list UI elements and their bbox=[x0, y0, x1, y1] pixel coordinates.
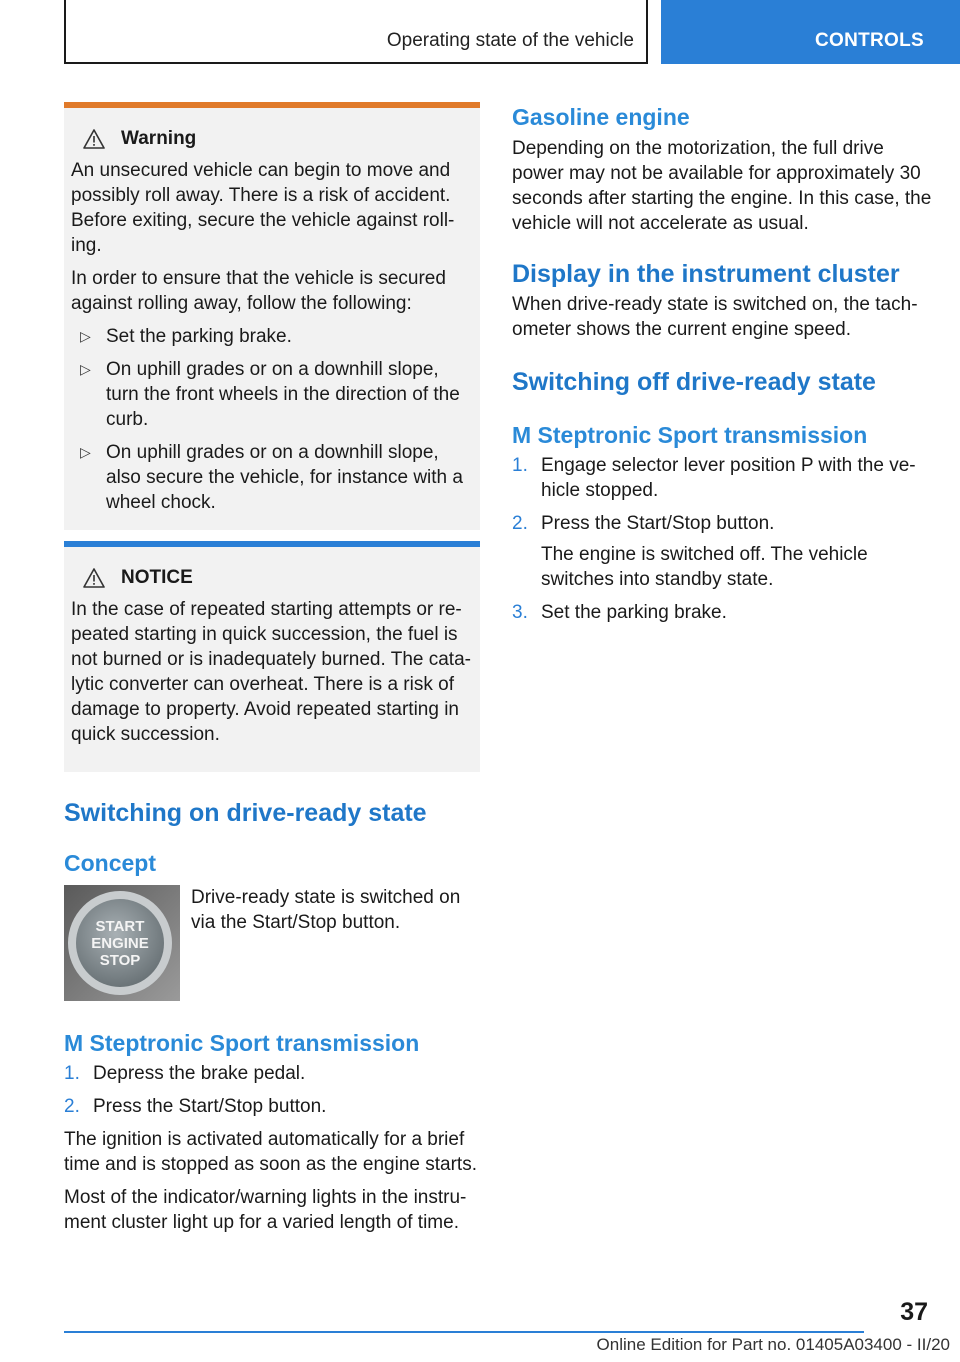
notice-box bbox=[64, 541, 480, 772]
step-text: Engage selector lever position P with the ve-hicle stopped. bbox=[541, 455, 916, 501]
warning-bullet-list bbox=[71, 324, 472, 515]
step-number: 1. bbox=[512, 455, 528, 476]
subsection-heading: M Steptronic Sport transmission bbox=[64, 1030, 420, 1056]
notice-heading-label: NOTICE bbox=[121, 567, 193, 588]
footer-divider bbox=[64, 1331, 864, 1333]
header-section-box bbox=[64, 0, 648, 64]
step-number: 2. bbox=[512, 513, 528, 534]
subsection-heading: Gasoline engine bbox=[512, 104, 690, 130]
button-image-text-start: START bbox=[95, 918, 145, 935]
section-title: Operating state of the vehicle bbox=[386, 30, 634, 51]
list-item bbox=[512, 600, 932, 625]
concept-block bbox=[64, 885, 480, 1005]
step-text: Set the parking brake. bbox=[541, 602, 727, 623]
footer-edition: Online Edition for Part no. 01405A03400 - II/20 bbox=[596, 1335, 950, 1354]
right-column bbox=[512, 102, 932, 633]
body-paragraph: When drive-ready state is switched on, the tach-ometer shows the current engine speed. bbox=[512, 294, 918, 340]
body-paragraph: The ignition is activated automatically for a brief time and is stopped as soon as the engine starts. bbox=[64, 1129, 477, 1175]
warning-heading bbox=[71, 128, 472, 150]
list-item bbox=[64, 1094, 480, 1119]
notice-heading bbox=[71, 567, 472, 589]
warning-paragraph: An unsecured vehicle can begin to move and possibly roll away. There is a risk of accident. Before exiting, secure the vehicle against roll-ing. bbox=[71, 160, 455, 256]
section-heading: Switching off drive-ready state bbox=[512, 368, 876, 396]
step-text: Press the Start/Stop button. bbox=[93, 1096, 327, 1117]
list-item bbox=[64, 1061, 480, 1086]
list-item bbox=[512, 511, 932, 592]
step-number: 1. bbox=[64, 1063, 80, 1084]
warning-heading-label: Warning bbox=[121, 128, 197, 149]
warning-box bbox=[64, 102, 480, 530]
warning-triangle-icon bbox=[83, 568, 105, 588]
body-paragraph: Depending on the motorization, the full drive power may not be available for approximately 30 seconds after starting the engine. In this case, the vehicle will not accelerate as usual. bbox=[512, 138, 932, 234]
notice-text: In the case of repeated starting attempts or re-peated starting in quick succession, the fuel is not burned or is inadequately burned. The cata-lytic converter can overheat. There is a risk of damage to property. Avoid repeated starting in quick succession. bbox=[71, 599, 471, 745]
subsection-heading: M Steptronic Sport transmission bbox=[512, 422, 868, 448]
chapter-tab[interactable] bbox=[661, 0, 960, 64]
subsection-heading: Concept bbox=[64, 850, 156, 876]
warning-paragraph: In order to ensure that the vehicle is secured against rolling away, follow the following: bbox=[71, 268, 446, 314]
step-number: 2. bbox=[64, 1096, 80, 1117]
page-number: 37 bbox=[900, 1298, 928, 1326]
list-item bbox=[71, 440, 472, 515]
step-text: Depress the brake pedal. bbox=[93, 1063, 306, 1084]
button-image-text-engine: ENGINE bbox=[91, 935, 149, 952]
bullet-arrow-icon: ▷ bbox=[80, 361, 91, 377]
section-heading: Display in the instrument cluster bbox=[512, 260, 900, 288]
bullet-text: On uphill grades or on a downhill slope, turn the front wheels in the direction of the curb. bbox=[106, 359, 460, 430]
start-steps-list bbox=[64, 1061, 480, 1119]
list-item bbox=[71, 324, 472, 349]
section-heading: Switching on drive-ready state bbox=[64, 799, 427, 827]
left-column bbox=[64, 797, 480, 1243]
body-paragraph: Most of the indicator/warning lights in the instru-ment cluster light up for a varied length of time. bbox=[64, 1187, 467, 1233]
chapter-tab-label: CONTROLS bbox=[815, 30, 925, 51]
stop-steps-list bbox=[512, 453, 932, 625]
step-text: Press the Start/Stop button. bbox=[541, 513, 775, 534]
start-stop-button-image bbox=[64, 885, 180, 1001]
bullet-text: On uphill grades or on a downhill slope, also secure the vehicle, for instance with a wheel chock. bbox=[106, 442, 463, 513]
list-item bbox=[71, 357, 472, 432]
concept-text: Drive-ready state is switched on via the Start/Stop button. bbox=[191, 887, 461, 933]
warning-triangle-icon bbox=[83, 129, 105, 149]
bullet-text: Set the parking brake. bbox=[106, 326, 292, 347]
bullet-arrow-icon: ▷ bbox=[80, 444, 91, 460]
bullet-arrow-icon: ▷ bbox=[80, 328, 91, 344]
step-number: 3. bbox=[512, 602, 528, 623]
list-item bbox=[512, 453, 932, 503]
button-image-text-stop: STOP bbox=[99, 952, 141, 969]
step-subtext: The engine is switched off. The vehicle switches into standby state. bbox=[541, 544, 868, 590]
